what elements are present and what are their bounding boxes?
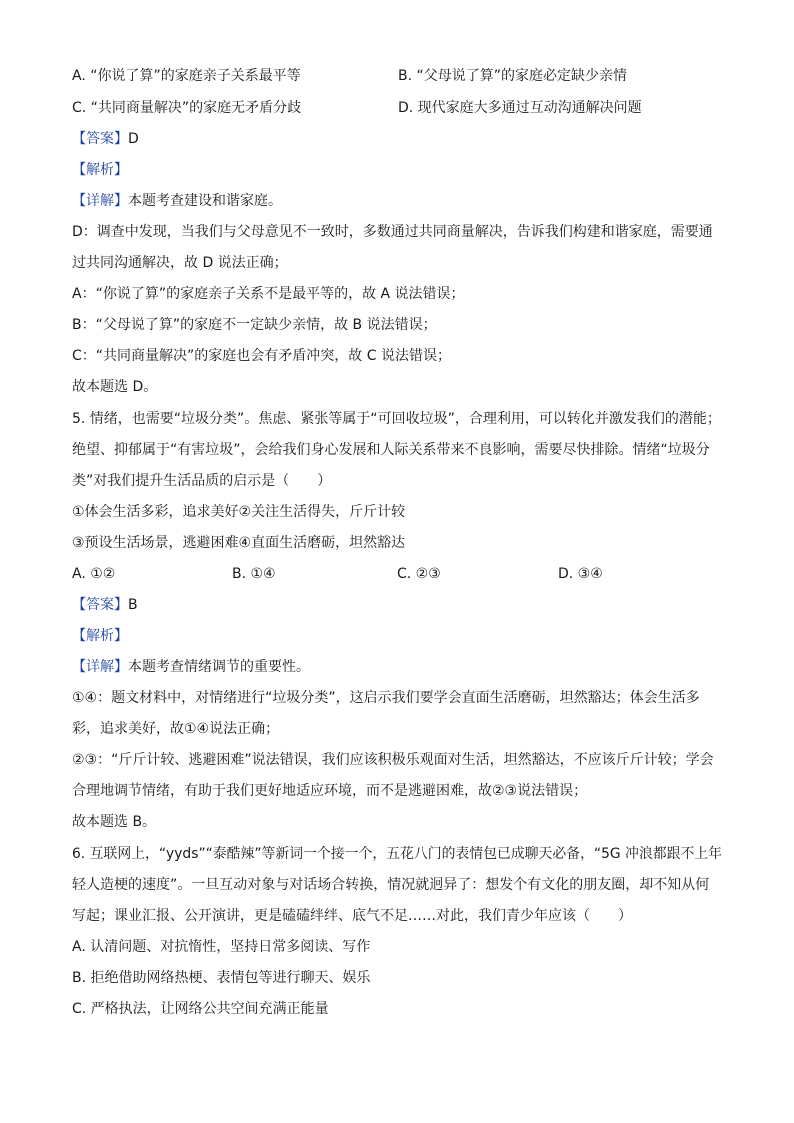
q5-option-a: A. ①② [72, 566, 116, 582]
q4-options-row-1 [72, 66, 732, 86]
q4-detail-intro: 本题考查建设和谐家庭。 [128, 193, 282, 209]
q4-option-d: D. 现代家庭大多通过互动沟通解决问题 [398, 100, 642, 116]
q4-answer-label: 【答案】 [72, 131, 128, 147]
q6-stem-line-3: 写起；课业汇报、公开演讲，更是磕磕绊绊、底气不足……对此，我们青少年应该（ ） [72, 908, 632, 924]
q6-option-c: C. 严格执法，让网络公共空间充满正能量 [72, 1001, 329, 1017]
q4-answer [72, 129, 139, 149]
q4-answer-value: D [128, 131, 139, 147]
q4-detail-label: 【详解】 [72, 193, 128, 209]
q4-detail-line-3: A：“你说了算”的家庭亲子关系不是最平等的，故 A 说法错误； [72, 286, 465, 302]
q5-stem-line-1: 5. 情绪，也需要“垃圾分类”。焦虑、紧张等属于“可回收垃圾”，合理利用，可以转化并激发我们的潜能； [72, 411, 721, 427]
q4-option-c: C. “共同商量解决”的家庭无矛盾分歧 [72, 100, 302, 116]
q5-detail-intro: 本题考查情绪调节的重要性。 [128, 659, 310, 675]
q6-option-a: A. 认清问题、对抗惰性，坚持日常多阅读、写作 [72, 939, 371, 955]
q5-detail-line-2: 彩，追求美好，故①④说法正确； [72, 721, 280, 737]
q4-detail [72, 191, 282, 211]
q6-stem-line-2: 轻人造梗的速度”。一旦互动对象与对话场合转换，情况就迥异了：想发个有文化的朋友圈，却不知从何 [72, 877, 710, 893]
q5-answer-value: B [128, 597, 138, 613]
q5-detail-line-3: ②③：“斤斤计较、逃避困难”说法错误，我们应该积极乐观面对生活，坦然豁达，不应该斤斤计较；学会 [72, 752, 714, 768]
q5-options-row [72, 564, 732, 584]
q5-option-b: B. ①④ [232, 566, 276, 582]
q4-detail-line-2: 过共同沟通解决，故 D 说法正确； [72, 255, 288, 271]
q5-statement-1: ①体会生活多彩，追求美好②关注生活得失，斤斤计较 [72, 504, 406, 520]
q5-stem-line-3: 类”对我们提升生活品质的启示是（ ） [72, 473, 332, 489]
q4-option-a: A. “你说了算”的家庭亲子关系最平等 [72, 68, 301, 84]
q4-options-row-2 [72, 98, 732, 118]
q5-detail [72, 657, 310, 677]
q5-statement-2: ③预设生活场景，逃避困难④直面生活磨砺，坦然豁达 [72, 535, 406, 551]
q4-analysis-label: 【解析】 [72, 162, 128, 178]
q5-analysis-label: 【解析】 [72, 628, 128, 644]
q5-detail-line-1: ①④：题文材料中，对情绪进行“垃圾分类”，这启示我们要学会直面生活磨砺，坦然豁达；体会生活多 [72, 690, 700, 706]
q6-stem-line-1: 6. 互联网上，“yyds”“泰酷辣”等新词一个接一个，五花八门的表情包已成聊天必备，“5G 冲浪都跟不上年 [72, 846, 723, 862]
q4-detail-line-4: B：“父母说了算”的家庭不一定缺少亲情，故 B 说法错误； [72, 317, 437, 333]
q5-detail-line-4: 合理地调节情绪，有助于我们更好地适应环境，而不是逃避困难，故②③说法错误； [72, 783, 588, 799]
q5-option-d: D. ③④ [558, 566, 603, 582]
q4-detail-line-6: 故本题选 D。 [72, 379, 158, 395]
q5-detail-label: 【详解】 [72, 659, 128, 675]
q5-answer-label: 【答案】 [72, 597, 128, 613]
q5-answer [72, 595, 138, 615]
q4-detail-line-5: C：“共同商量解决”的家庭也会有矛盾冲突，故 C 说法错误； [72, 348, 451, 364]
q5-stem-line-2: 绝望、抑郁属于“有害垃圾”，会给我们身心发展和人际关系带来不良影响，需要尽快排除。情绪“垃圾分 [72, 442, 710, 458]
q4-option-b: B. “父母说了算”的家庭必定缺少亲情 [398, 68, 628, 84]
q5-option-c: C. ②③ [397, 566, 441, 582]
q4-detail-line-1: D：调查中发现，当我们与父母意见不一致时，多数通过共同商量解决，告诉我们构建和谐家庭，需要通 [72, 224, 713, 240]
q6-option-b: B. 拒绝借助网络热梗、表情包等进行聊天、娱乐 [72, 970, 371, 986]
q5-detail-line-5: 故本题选 B。 [72, 814, 157, 830]
